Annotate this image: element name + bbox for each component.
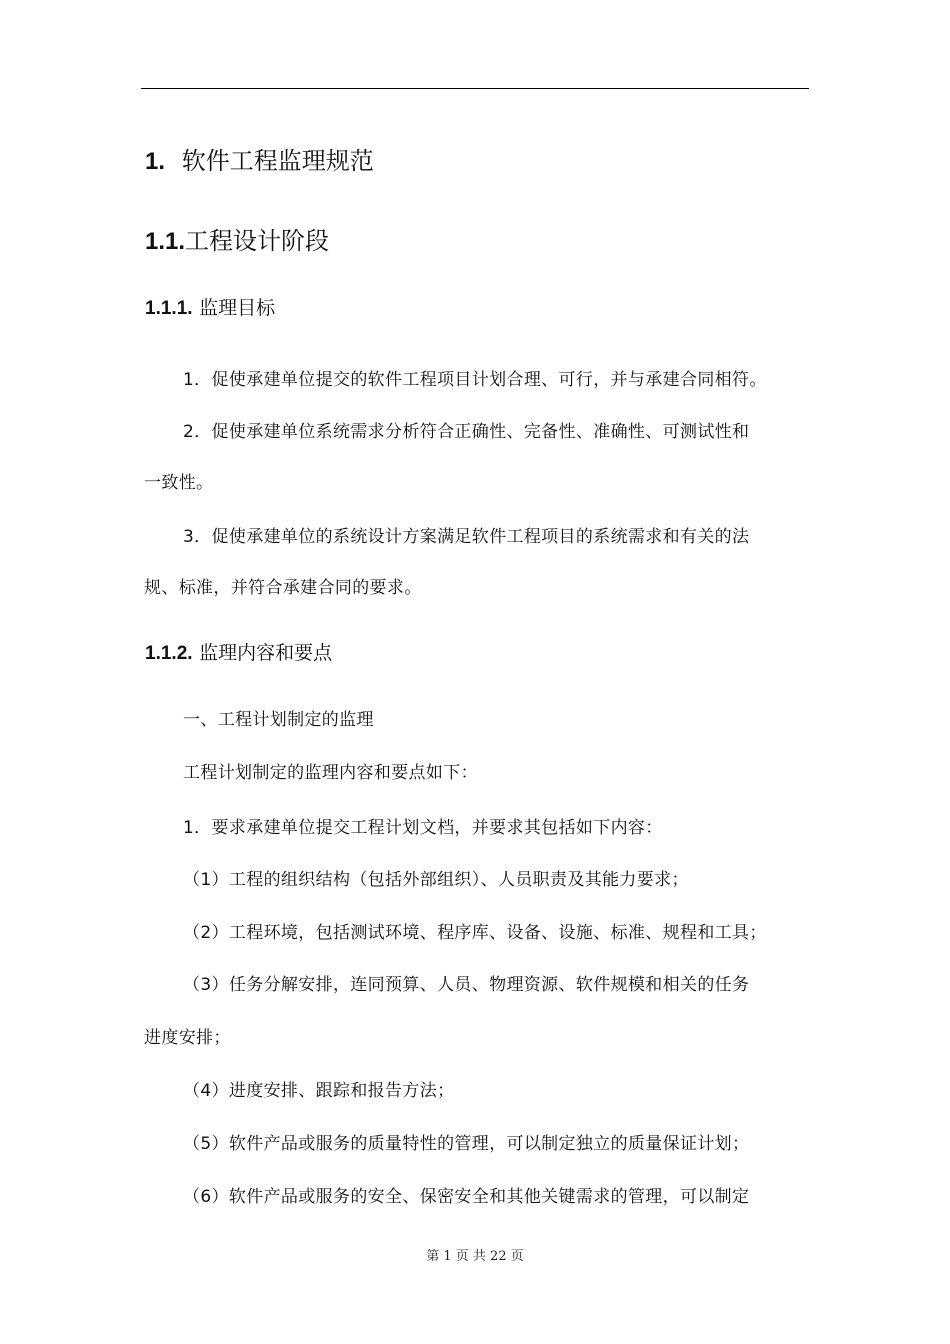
list-item-2: （2）工程环境，包括测试环境、程序库、设备、设施、标准、规程和工具； — [183, 923, 767, 943]
heading-number: 1.1. — [145, 228, 186, 255]
heading-text: 工程设计阶段 — [185, 227, 330, 255]
list-item-requirement: 1．要求承建单位提交工程计划文档，并要求其包括如下内容： — [183, 818, 663, 838]
heading-number: 1.1.2. — [145, 643, 193, 664]
section-title: 一、工程计划制定的监理 — [183, 710, 374, 730]
list-item-3: （3）任务分解安排，连同预算、人员、物理资源、软件规模和相关的任务 — [183, 975, 750, 995]
heading-level-3-goals — [145, 299, 275, 318]
heading-level-1 — [145, 149, 374, 174]
page-footer: 第 1 页 共 22 页 — [426, 1249, 524, 1264]
list-item-6: （6）软件产品或服务的安全、保密安全和其他关键需求的管理，可以制定 — [183, 1187, 750, 1207]
heading-text: 软件工程监理规范 — [181, 147, 374, 175]
paragraph-goal-3-cont: 规、标准，并符合承建合同的要求。 — [144, 578, 422, 598]
list-item-4: （4）进度安排、跟踪和报告方法； — [183, 1081, 455, 1101]
heading-level-3-content — [145, 644, 332, 663]
section-intro: 工程计划制定的监理内容和要点如下： — [183, 763, 478, 783]
paragraph-goal-2-cont: 一致性。 — [144, 473, 214, 493]
heading-number: 1.1.1. — [145, 298, 193, 319]
heading-level-2 — [145, 229, 329, 254]
header-rule — [141, 88, 809, 89]
paragraph-goal-3: 3．促使承建单位的系统设计方案满足软件工程项目的系统需求和有关的法 — [183, 527, 750, 547]
paragraph-goal-2: 2．促使承建单位系统需求分析符合正确性、完备性、准确性、可测试性和 — [183, 422, 750, 442]
paragraph-goal-1: 1．促使承建单位提交的软件工程项目计划合理、可行，并与承建合同相符。 — [183, 370, 767, 390]
heading-text: 监理目标 — [199, 297, 276, 319]
list-item-3-cont: 进度安排； — [144, 1028, 231, 1048]
list-item-5: （5）软件产品或服务的质量特性的管理，可以制定独立的质量保证计划； — [183, 1134, 750, 1154]
heading-text: 监理内容和要点 — [199, 642, 333, 664]
heading-number: 1. — [145, 148, 166, 175]
list-item-1: （1）工程的组织结构（包括外部组织）、人员职责及其能力要求； — [183, 870, 689, 890]
